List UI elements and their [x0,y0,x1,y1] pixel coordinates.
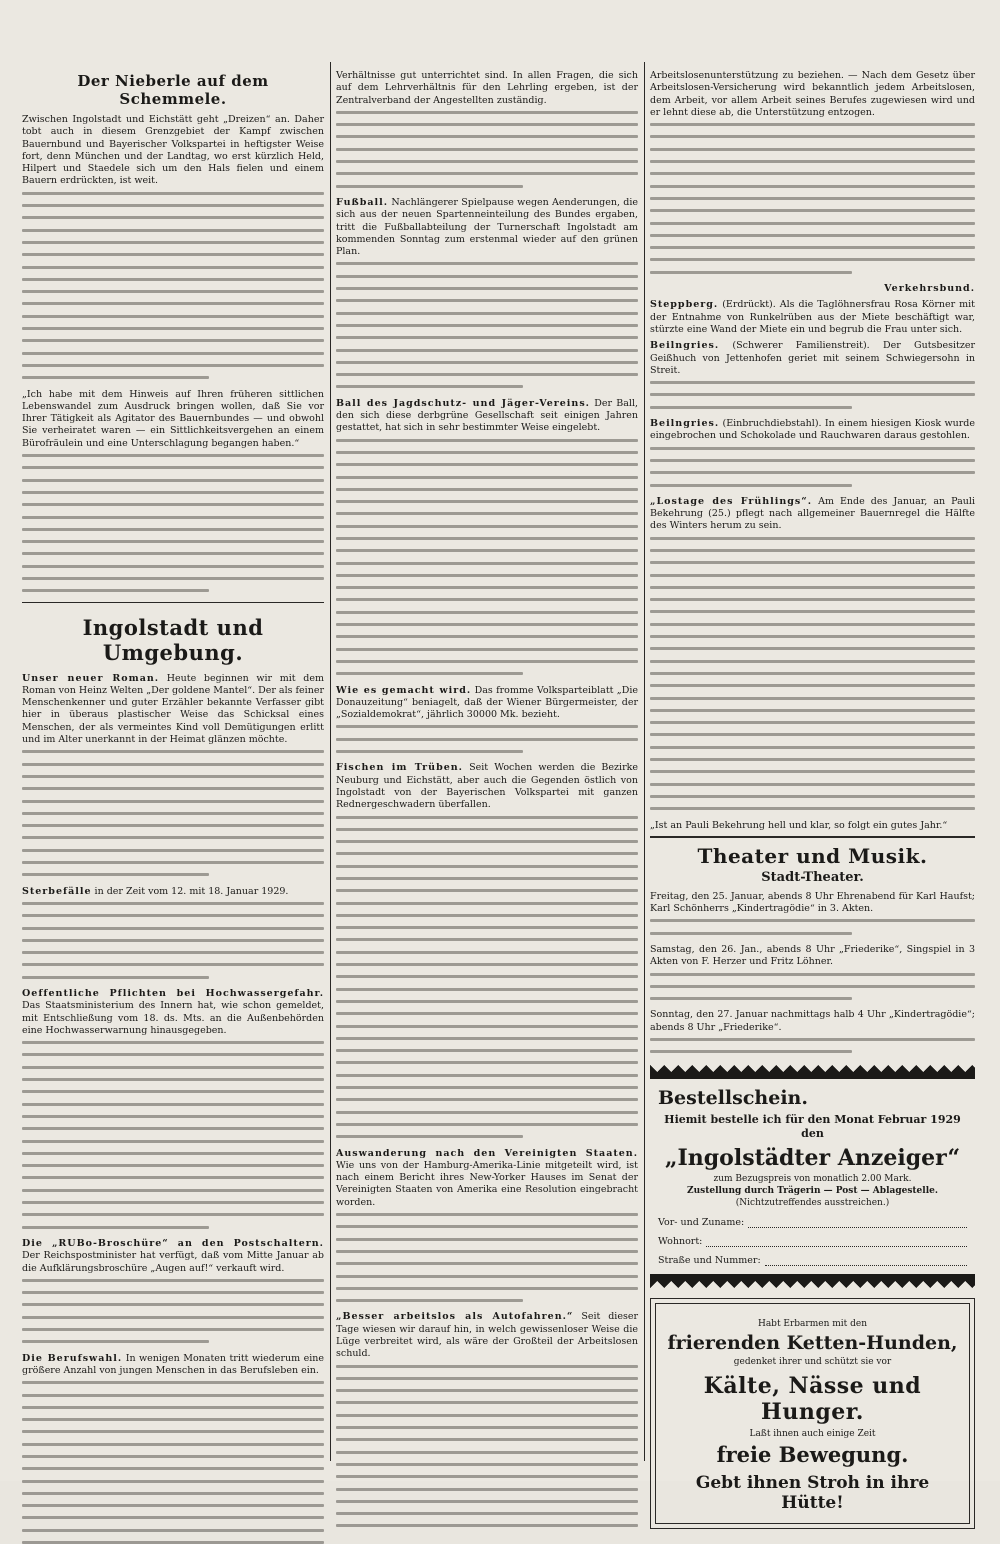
text-block [22,1041,324,1228]
column-2 [336,62,638,1461]
newspaper-name: „Ingolstädter Anzeiger“ [664,1145,961,1172]
order-form-note: (Nichtzutreffendes ausstreichen.) [735,1198,890,1209]
paragraph-body: Wie uns von der Hamburg-Amerika-Linie mitgeteilt wird, ist nach einem Bericht ihres New-Yorker Hauses im Senat der Vereinigten Staaten von Amerika eine Resolution eingebracht worden. [336,1159,638,1208]
appeal-line: gedenket ihrer und schützt sie vor [733,1357,892,1368]
paragraph-lead: Ball des Jagdschutz- und Jäger-Vereins. [336,397,590,409]
paragraph-body: Das fromme Volksparteiblatt „Die Donauzeitung“ beniagelt, daß der Wiener Bürgermeister, der „Sozialdemokrat“, jährlich 30000 Mk. bezieht. [336,684,639,721]
order-form [650,1065,975,1288]
order-form-line [658,1113,967,1141]
paragraph-body: Der Reichspostminister hat verfügt, daß vom Mitte Januar ab die Aufklärungsbroschüre „Augen auf!“ verkauft wird. [22,1250,324,1274]
paragraph-lead: „Besser arbeitslos als Autofahren.“ [336,1311,574,1323]
paragraph-lead: Auswanderung nach den Vereinigten Staaten. [336,1147,638,1159]
text-block [22,1279,324,1343]
order-form-title: Bestellschein. [658,1087,808,1110]
street-field[interactable] [658,1255,967,1266]
signature-text: Verkehrsbund. [884,283,975,295]
field-label: Vor- und Zuname: [658,1217,745,1229]
order-form-delivery: Zustellung durch Trägerin — Post — Ablagestelle. [687,1186,938,1197]
article-paragraph [22,988,324,1037]
paragraph-body: Der Ball, den sich diese derbgrüne Gesellschaft seit einigen Jahren gestattet, hat sich in sehr bestimmter Weise eingelebt. [336,397,638,434]
text-block [650,537,975,811]
paragraph-body: Seit Wochen werden die Bezirke Neuburg und Eichstätt, aber auch die Gegenden östlich von Ingolstadt von der Bayerischen Volkspartei mit ganzen Rednergeschwadern überfallen. [336,762,638,811]
theater-headline: Theater und Musik. [697,843,928,868]
text-block [650,919,975,934]
text-block [22,192,324,379]
section-divider [22,602,324,603]
paragraph-body: (Einbruchdiebstahl). In einem hiesigen Kiosk wurde eingebrochen und Schokolade und Rauchwaren daraus gestohlen. [650,418,975,442]
section-headline: Ingolstadt und Umgebung. [82,614,264,665]
text-block [650,447,975,487]
article-paragraph [336,1311,638,1360]
text-block [336,439,638,676]
name-field[interactable] [658,1217,967,1228]
theater-subheadline: Stadt-Theater. [761,869,864,885]
order-form-price: zum Bezugspreis von monatlich 2.00 Mark. [713,1174,912,1185]
paragraph-lead: Sterbefälle [22,885,92,897]
paragraph-body: (Schwerer Familienstreit). Der Gutsbesitzer Geißhuch von Jettenhofen geriet mit seinem Schwiegersohn in Streit. [650,340,975,376]
text-block [336,262,638,388]
text-block [22,454,324,592]
field-label: Wohnort: [658,1236,703,1248]
article-paragraph [22,886,324,898]
field-label: Straße und Nummer: [658,1255,761,1267]
appeal-line: Laßt ihnen auch einige Zeit [749,1429,876,1440]
appeal-closing: Gebt ihnen Stroh in ihre Hütte! [695,1473,930,1514]
order-form-intro: Hiemit bestelle ich für den Monat Februar 1929 den [664,1113,961,1141]
article-paragraph [650,340,975,377]
residence-field[interactable] [658,1236,967,1247]
article-paragraph: Zwischen Ingolstadt und Eichstätt geht „Dreizen“ an. Daher tobt auch in diesem Grenzgebiet der Kampf zwischen Bauernbund und Bayerischer Volkspartei in heftigster Weise fort, denn München und der Landtag, wo erst kürzlich Held, Hilpert und Staedele sich um den Hals fielen und einem Bauern erdrückten, ist weit. [22,114,324,187]
paragraph-lead: Unser neuer Roman. [22,672,160,684]
text-block [650,123,975,274]
article-paragraph: Verhältnisse gut unterrichtet sind. In allen Fragen, die sich auf dem Lehrverhältnis für den Lehrling ergeben, ist der Zentralverband der Angestellten zuständig. [336,70,638,106]
text-block [650,973,975,1001]
theater-listing: Samstag, den 26. Jan., abends 8 Uhr „Friederike“, Singspiel in 3 Akten von F. Herzer und Fritz Löhner. [650,944,975,968]
column-1 [22,62,324,1461]
theater-listing: Sonntag, den 27. Januar nachmittags halb 4 Uhr „Kindertragödie“; abends 8 Uhr „Friederike“. [650,1009,975,1033]
appeal-inner-frame [655,1303,970,1524]
article-paragraph [336,1148,638,1209]
article-paragraph [22,1238,324,1275]
article-paragraph [22,1353,324,1378]
paragraph-body: Heute beginnen wir mit dem Roman von Heinz Welten „Der goldene Mantel“. Der als feiner Menschenkenner und guter Erzähler bekannte Verfasser gibt hier in überaus plastischer Weise das Schicksal eines Menschen, der als vermeintes Kind voll Demütigungen erlitt und im Alter unerkannt in der Heimat glänzen möchte. [22,672,324,746]
article-paragraph: Arbeitslosenunterstützung zu beziehen. — Nach dem Gesetz über Arbeitslosen-Versicherung wird bekanntlich jedem Arbeitslosen, dem Arbeit, vor allem Arbeit seines Berufes zugewiesen wird und er lehnt diese ab, die Unterstützung entzogen. [650,70,975,118]
theater-section [650,836,975,1054]
paragraph-body: Das Staatsministerium des Innern hat, wie schon gemeldet, mit Entschließung vom 18. ds. Mts. an die Außenbehörden eine Hochwasserwarnung hinausgegeben. [22,1000,324,1036]
field-blank[interactable] [706,1237,967,1247]
article-paragraph-end: „Ist an Pauli Bekehrung hell und klar, so folgt ein gutes Jahr.“ [650,819,948,831]
paragraph-lead: Steppberg. [650,299,719,311]
field-blank[interactable] [748,1218,967,1228]
text-block [22,902,324,979]
paragraph-lead: Beilngries. [650,340,720,352]
article-paragraph [650,299,975,336]
text-block [336,1213,638,1302]
appeal-heading: freie Bewegung. [716,1442,909,1468]
article-paragraph [336,398,638,435]
paragraph-lead: Die „RUBo-Broschüre“ an den Postschaltern. [22,1237,324,1249]
paragraph-lead: Oeffentliche Pflichten bei Hochwassergefahr. [22,988,324,999]
text-block [336,725,638,753]
paragraph-body: (Erdrückt). Als die Taglöhnersfrau Rosa Körner mit der Entnahme von Runkelrüben aus der Miete beschäftigt war, stürzte eine Wand der Miete ein und begrub die Frau unter sich. [650,299,975,335]
text-block [336,111,638,188]
paragraph-body: Seit dieser Tage wiesen wir darauf hin, in welch gewissenloser Weise die Lüge verbreitet wird, als wäre der Großteil der Arbeitslosen schuld. [336,1311,638,1360]
article-paragraph [336,762,638,811]
field-blank[interactable] [765,1256,967,1266]
text-block [22,750,324,876]
article-paragraph [650,496,975,533]
paragraph-lead: Die Berufswahl. [22,1352,123,1364]
zigzag-border [650,1065,975,1079]
paragraph-lead: Fußball. [336,196,389,208]
column-3 [650,62,975,1514]
text-block [22,1381,324,1544]
paragraph-lead: Beilngries. [650,418,720,430]
article-paragraph [650,418,975,443]
paragraph-body: In wenigen Monaten tritt wiederum eine größere Anzahl von jungen Menschen in das Berufsleben ein. [22,1352,324,1376]
appeal-heading: frierenden Ketten-Hunden, [667,1332,958,1355]
paragraph-lead: Fischen im Trüben. [336,762,463,774]
article-paragraph [336,197,638,258]
article-quote: „Ich habe mit dem Hinweis auf Ihren früheren sittlichen Lebenswandel zum Ausdruck bringen wollen, daß Sie vor Ihrer Tätigkeit als Agitator des Bauernbundes — und obwohl Sie verheiratet waren — ein Sittlichkeitsvergehen an einem Bürofräulein und eine Unterschlagung begangen haben.“ [22,388,324,449]
text-block [336,816,638,1139]
article-paragraph [22,673,324,747]
text-block [650,1038,975,1053]
theater-listing: Freitag, den 25. Januar, abends 8 Uhr Ehrenabend für Karl Haufst; Karl Schönherrs „Kindertragödie“ in 3. Akten. [650,890,975,915]
text-block [336,1365,638,1528]
animal-welfare-appeal [650,1298,975,1529]
article-signature [650,283,975,295]
zigzag-border [650,1274,975,1288]
article-paragraph [336,685,638,722]
paragraph-body: Am Ende des Januar, an Pauli Bekehrung (25.) pflegt nach allgemeiner Bauernregel die Hälfte des Winters herum zu sein. [650,495,975,532]
paragraph-body: Nachlängerer Spielpause wegen Aenderungen, die sich aus der neuen Spartenneinteilung des Bundes ergaben, tritt die Fußballabteilung der Turnerschaft Ingolstadt am kommenden Sonntag zum erstenmal wieder auf den grünen Plan. [336,196,638,258]
column-divider [330,62,331,1461]
text-block [650,381,975,409]
paragraph-lead: Wie es gemacht wird. [336,684,472,696]
paragraph-body: in der Zeit vom 12. mit 18. Januar 1929. [94,885,289,897]
appeal-heading: Kälte, Nässe und Hunger. [703,1373,922,1426]
appeal-line: Habt Erbarmen mit den [757,1319,868,1330]
article-headline: Der Nieberle auf dem Schemmele. [77,72,269,108]
paragraph-lead: „Lostage des Frühlings“. [650,495,813,507]
column-divider [644,62,645,1461]
